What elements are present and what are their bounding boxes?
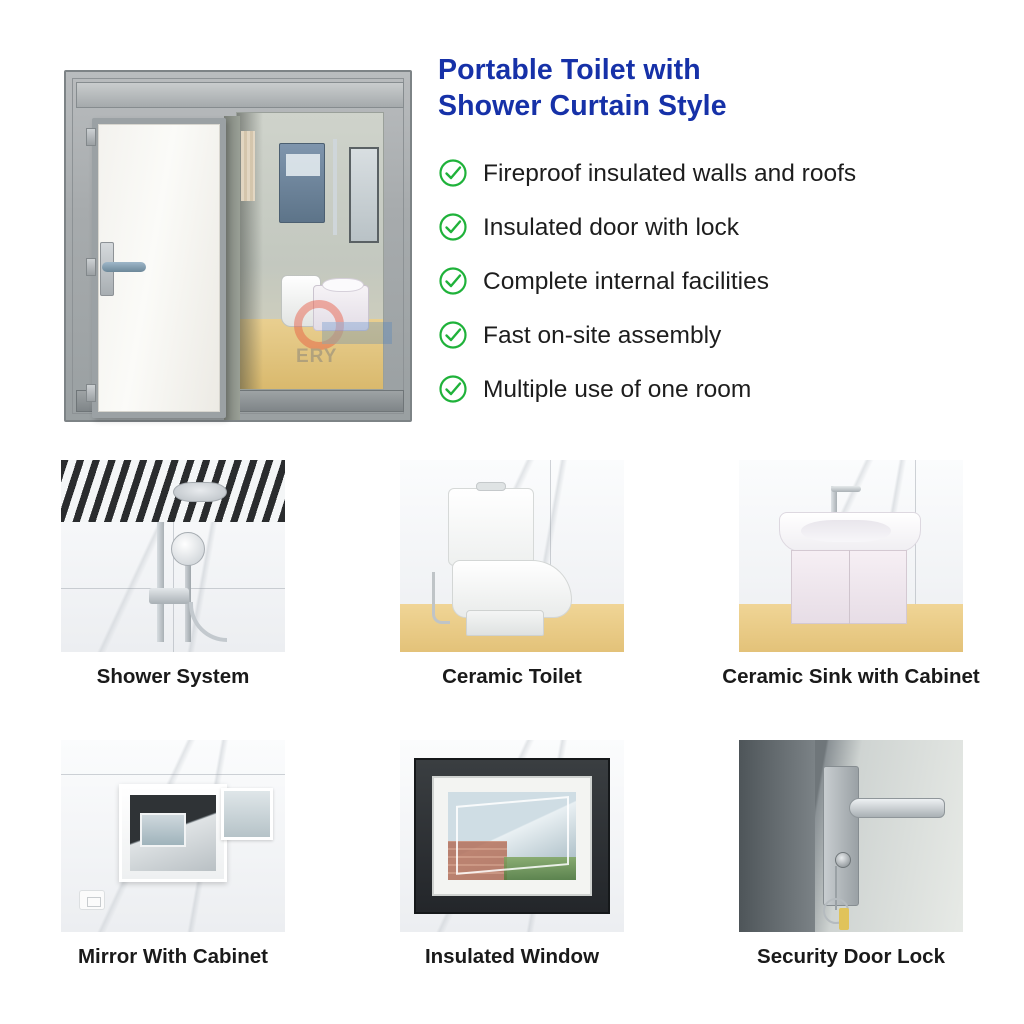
check-circle-icon: [438, 320, 468, 350]
bullet-label: Complete internal facilities: [483, 267, 769, 295]
feature-grid: [0, 452, 1024, 1024]
frame-top-rail: [76, 82, 404, 108]
feature-bullet-list: [438, 146, 1018, 416]
feature-card-shower-system: [28, 460, 318, 689]
toilet-base: [466, 610, 544, 636]
list-item: [438, 308, 1018, 362]
feature-caption: Mirror With Cabinet: [77, 945, 268, 968]
interior-window: [349, 147, 379, 243]
bullet-label: Fireproof insulated walls and roofs: [483, 159, 857, 187]
feature-caption: Shower System: [96, 665, 250, 688]
bullet-label: Multiple use of one room: [483, 375, 752, 403]
list-item: [438, 200, 1018, 254]
window-inner-frame: [432, 776, 592, 896]
flush-button-icon: [476, 482, 506, 491]
page-title-line-2: Shower Curtain Style: [438, 90, 727, 123]
door-hinge-icon: [86, 384, 96, 402]
door-hinge-icon: [86, 128, 96, 146]
shower-mixer-valve: [149, 588, 189, 604]
list-item: [438, 146, 1018, 200]
feature-card-insulated-window: [367, 740, 657, 969]
container-frame: [64, 70, 412, 422]
insulated-door: [92, 118, 226, 418]
feature-image-insulated-window: [400, 740, 624, 932]
power-socket-icon: [79, 890, 105, 910]
shower-curtain-icon: [241, 131, 255, 201]
feature-caption: Security Door Lock: [757, 945, 945, 968]
bullet-label: Fast on-site assembly: [483, 321, 722, 349]
feature-caption: Insulated Window: [424, 945, 600, 968]
door-edge: [739, 740, 815, 932]
shower-riser-rail: [157, 522, 164, 642]
lock-escutcheon-plate: [823, 766, 859, 906]
feature-card-mirror-cabinet: [28, 740, 318, 969]
keyhole-icon: [835, 852, 851, 868]
window-glass: [448, 792, 576, 880]
tile-grout-line: [61, 774, 285, 775]
page-title: [438, 52, 1018, 124]
water-heater: [279, 143, 325, 223]
hand-shower-icon: [171, 532, 205, 566]
wall-window: [221, 788, 273, 840]
page-title-line-1: Portable Toilet with: [438, 54, 701, 86]
list-item: [438, 362, 1018, 416]
feature-image-ceramic-sink: [739, 460, 963, 652]
door-hinge-icon: [86, 258, 96, 276]
interior-view: [236, 112, 384, 390]
door-handle-icon: [102, 262, 146, 272]
shower-pipe: [333, 139, 337, 235]
cabinet-door-split: [849, 550, 850, 624]
check-circle-icon: [438, 266, 468, 296]
feature-card-ceramic-sink: [706, 460, 996, 689]
feature-card-ceramic-toilet: [367, 460, 657, 689]
key-icon: [839, 908, 849, 930]
toilet-cistern: [448, 488, 534, 566]
bullet-label: Insulated door with lock: [483, 213, 740, 241]
check-circle-icon: [438, 158, 468, 188]
hero-section: [0, 0, 1024, 452]
check-circle-icon: [438, 212, 468, 242]
mirror-cabinet: [119, 784, 227, 882]
feature-image-mirror-cabinet: [61, 740, 285, 932]
feature-caption: Ceramic Sink with Cabinet: [722, 665, 980, 688]
shower-head-icon: [173, 482, 227, 502]
water-supply-pipe: [432, 572, 450, 624]
basin-bowl: [801, 520, 891, 542]
faucet-icon: [831, 486, 837, 514]
hero-text-block: [438, 52, 1018, 416]
feature-card-security-door-lock: [706, 740, 996, 969]
list-item: [438, 254, 1018, 308]
door-opening: [224, 116, 240, 420]
feature-caption: Ceramic Toilet: [442, 665, 582, 688]
check-circle-icon: [438, 374, 468, 404]
window-outer-frame: [414, 758, 610, 914]
watermark-text: ERY: [296, 346, 338, 367]
window-open-sash: [456, 796, 569, 874]
feature-image-security-door-lock: [739, 740, 963, 932]
product-photo: [56, 62, 420, 430]
interior-sink: [313, 285, 369, 331]
mirror-reflection: [140, 813, 186, 847]
door-lock-plate: [100, 242, 114, 296]
lever-handle-icon: [849, 798, 945, 818]
feature-image-ceramic-toilet: [400, 460, 624, 652]
feature-image-shower-system: [61, 460, 285, 652]
